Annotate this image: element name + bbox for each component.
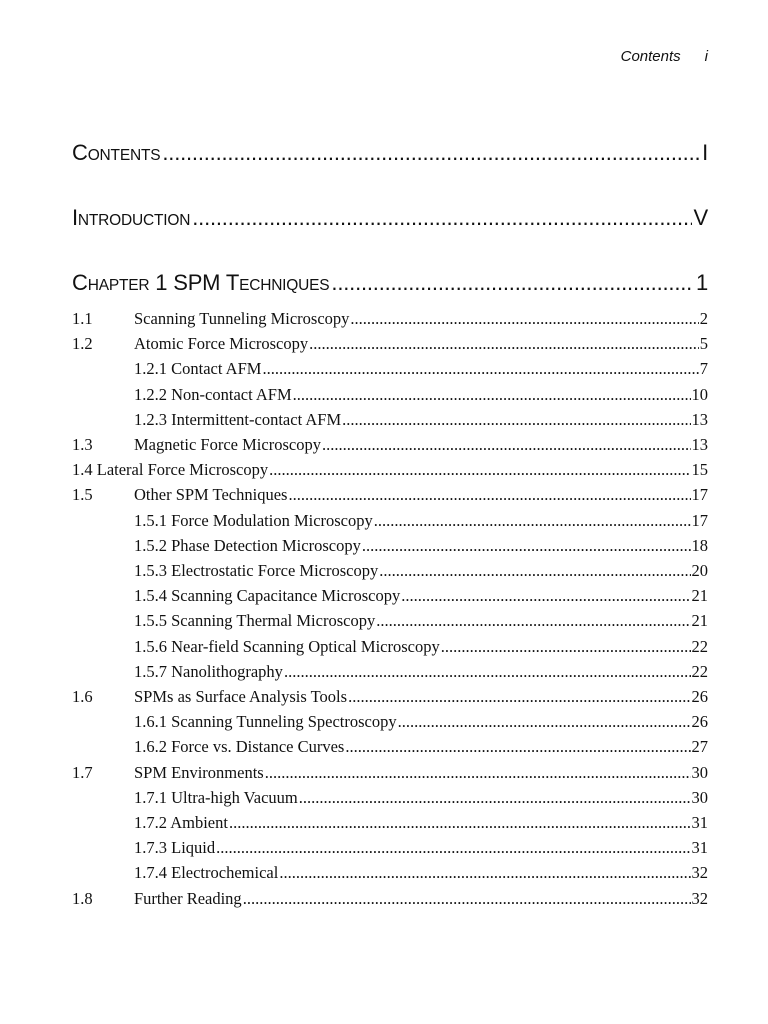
toc-entry-title: Scanning Tunneling Microscopy xyxy=(134,309,350,328)
dot-leader xyxy=(348,687,690,707)
toc-entry[interactable] xyxy=(72,611,708,633)
dot-leader xyxy=(362,536,691,556)
toc-entry-title: 1.5.5 Scanning Thermal Microscopy xyxy=(134,611,376,631)
dot-leader xyxy=(299,788,691,808)
toc-entry-number: 1.8 xyxy=(72,888,93,908)
toc-heading-contents[interactable] xyxy=(72,140,708,166)
toc-entry-page: 5 xyxy=(699,334,708,354)
dot-leader xyxy=(350,309,698,329)
toc-entry-page: 32 xyxy=(691,888,708,908)
toc-entry-number: 1.3 xyxy=(72,435,93,454)
running-header-title: Contents xyxy=(620,48,681,65)
toc-entry-title: Further Reading xyxy=(134,888,242,908)
toc-entry[interactable] xyxy=(72,763,708,785)
dot-leader xyxy=(398,712,691,732)
toc-entry-page: 31 xyxy=(691,813,708,832)
dot-leader xyxy=(376,611,690,631)
dot-leader xyxy=(162,140,700,166)
dot-leader xyxy=(374,511,691,531)
toc-entry-title: 1.2.2 Non-contact AFM xyxy=(134,384,292,404)
dot-leader xyxy=(216,838,690,858)
dot-leader xyxy=(401,586,690,606)
toc-heading-introduction[interactable] xyxy=(72,205,708,231)
toc-entry-page: 26 xyxy=(691,687,708,706)
dot-leader xyxy=(192,205,691,231)
toc-entry-page: 22 xyxy=(691,661,708,681)
toc-entry-page: 22 xyxy=(691,636,708,656)
dot-leader xyxy=(293,385,691,405)
toc-entry[interactable] xyxy=(72,385,708,407)
toc-entry[interactable] xyxy=(72,863,708,885)
toc-entry-page: 17 xyxy=(691,510,708,530)
dot-leader xyxy=(243,889,691,909)
toc-entry-title: SPMs as Surface Analysis Tools xyxy=(134,687,348,706)
toc-entry-page: 21 xyxy=(691,611,708,631)
toc-entry-page: 15 xyxy=(691,460,708,480)
toc-entry-number: 1.2 xyxy=(72,334,93,354)
toc-entry-page: 32 xyxy=(691,863,708,883)
toc-entry[interactable] xyxy=(72,460,708,482)
toc-entry-page: 21 xyxy=(691,586,708,606)
dot-leader xyxy=(284,662,691,682)
toc-entry-title: 1.5.4 Scanning Capacitance Microscopy xyxy=(134,586,401,606)
toc-entry-title: Other SPM Techniques xyxy=(134,485,288,505)
dot-leader xyxy=(345,737,690,757)
toc-entry-page: 17 xyxy=(691,485,708,505)
toc-entry-page: 7 xyxy=(699,359,708,379)
toc-entry-page: 31 xyxy=(691,838,708,858)
toc-entry-number: 1.7 xyxy=(72,762,93,782)
toc-entry-page: 20 xyxy=(691,561,708,580)
dot-leader xyxy=(279,863,690,883)
running-header-page: i xyxy=(704,48,708,65)
toc-entry[interactable] xyxy=(72,435,708,457)
toc-entry-page: 13 xyxy=(691,409,708,429)
toc-entry-title: 1.7.3 Liquid xyxy=(134,838,216,858)
toc-entry[interactable] xyxy=(72,712,708,734)
toc-entry-title: SPM Environments xyxy=(134,762,264,782)
toc-entry[interactable] xyxy=(72,788,708,810)
toc-heading-page: I xyxy=(702,140,708,165)
toc-entry-page: 13 xyxy=(691,435,708,454)
toc-heading-page: 1 xyxy=(695,270,708,295)
running-header xyxy=(621,48,708,65)
toc-entry[interactable] xyxy=(72,334,708,356)
toc-entry[interactable] xyxy=(72,737,708,759)
toc-heading-title: INTRODUCTION xyxy=(72,205,191,230)
dot-leader xyxy=(288,485,690,505)
toc-entry[interactable] xyxy=(72,511,708,533)
toc-entry-title: 1.4 Lateral Force Microscopy xyxy=(72,460,269,480)
toc-entry[interactable] xyxy=(72,586,708,608)
toc-entry-page: 10 xyxy=(691,384,708,404)
toc-entry-title: 1.2.1 Contact AFM xyxy=(134,359,262,379)
toc-entry-title: 1.5.7 Nanolithography xyxy=(134,661,283,681)
toc-entry-page: 30 xyxy=(691,787,708,807)
dot-leader xyxy=(379,561,690,581)
toc-entry-title: 1.6.1 Scanning Tunneling Spectroscopy xyxy=(134,712,397,732)
dot-leader xyxy=(441,637,691,657)
toc-entry[interactable] xyxy=(72,637,708,659)
toc-entry[interactable] xyxy=(72,359,708,381)
toc-entry-title: 1.6.2 Force vs. Distance Curves xyxy=(134,737,345,757)
toc-entry-number: 1.6 xyxy=(72,687,93,706)
dot-leader xyxy=(269,460,690,480)
toc-entry[interactable] xyxy=(72,561,708,583)
toc-entry-page: 2 xyxy=(699,309,708,328)
toc-entry-title: 1.5.3 Electrostatic Force Microscopy xyxy=(134,561,379,580)
toc-entry-title: 1.7.2 Ambient xyxy=(134,813,228,832)
toc-entry[interactable] xyxy=(72,889,708,911)
toc-entry-title: 1.5.1 Force Modulation Microscopy xyxy=(134,510,373,530)
toc-entry[interactable] xyxy=(72,485,708,507)
dot-leader xyxy=(229,813,691,833)
toc-heading-page: V xyxy=(693,205,708,230)
toc-entry[interactable] xyxy=(72,309,708,331)
toc-entry-title: Atomic Force Microscopy xyxy=(134,334,309,354)
toc-entry[interactable] xyxy=(72,838,708,860)
toc-entry-number: 1.5 xyxy=(72,485,93,505)
dot-leader xyxy=(342,410,690,430)
toc-entry-page: 26 xyxy=(691,712,708,732)
toc-entry-title: 1.7.1 Ultra-high Vacuum xyxy=(134,787,298,807)
toc-entry[interactable] xyxy=(72,536,708,558)
toc-entry[interactable] xyxy=(72,813,708,835)
toc-entry-title: Magnetic Force Microscopy xyxy=(134,435,321,454)
toc-entry[interactable] xyxy=(72,410,708,432)
dot-leader xyxy=(331,270,694,296)
toc-entry-title: 1.5.6 Near-field Scanning Optical Microscopy xyxy=(134,636,440,656)
toc-entry-title: 1.5.2 Phase Detection Microscopy xyxy=(134,535,361,555)
dot-leader xyxy=(309,334,699,354)
toc-entry-page: 27 xyxy=(691,737,708,757)
dot-leader xyxy=(265,763,691,783)
toc-heading-title: CHAPTER 1 SPM TECHNIQUES xyxy=(72,270,330,295)
dot-leader xyxy=(262,359,698,379)
toc-entry[interactable] xyxy=(72,662,708,684)
toc-entry-page: 18 xyxy=(691,535,708,555)
toc-entry[interactable] xyxy=(72,687,708,709)
toc-heading-chapter-1[interactable] xyxy=(72,270,708,296)
toc-entry-title: 1.7.4 Electrochemical xyxy=(134,863,279,883)
dot-leader xyxy=(322,435,691,455)
toc-entry-page: 30 xyxy=(691,762,708,782)
toc-entry-title: 1.2.3 Intermittent-contact AFM xyxy=(134,409,342,429)
toc-entry-number: 1.1 xyxy=(72,309,93,328)
toc-heading-title: CONTENTS xyxy=(72,140,161,165)
